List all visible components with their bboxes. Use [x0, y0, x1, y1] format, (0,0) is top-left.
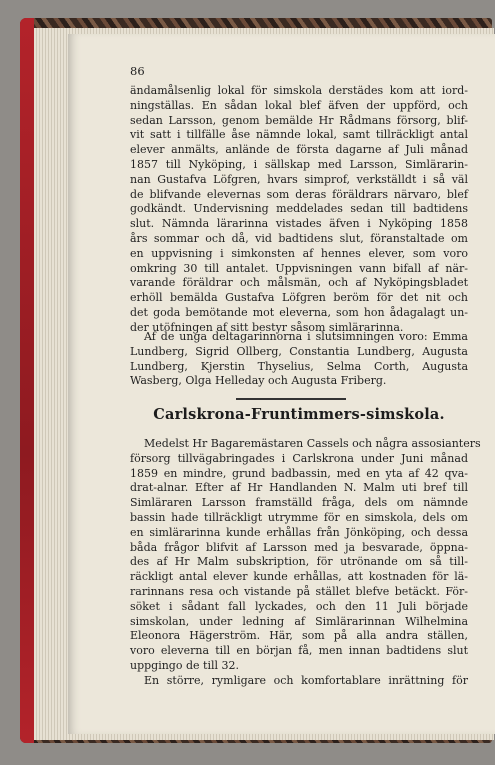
- text-line: en uppvisning i simkonsten af hennes elever, som voro: [130, 246, 468, 260]
- text-line: räckligt antal elever kunde erhållas, att kostnaden för lä-: [130, 570, 468, 584]
- text-line: ningställas. En sådan lokal blef äfven der uppförd, och: [130, 98, 468, 112]
- text-line: des af Hr Malm subskription, för utrönande om så till-: [130, 555, 468, 569]
- book-spine-edge: [20, 18, 34, 743]
- text-line: omkring 30 till antalet. Uppvisningen vann bifall af när-: [130, 261, 468, 275]
- text-line: 1857 till Nyköping, i sällskap med Larsson, Simlärarin-: [130, 157, 468, 171]
- text-line: drat-alnar. Efter af Hr Handlanden N. Malm uti bref till: [130, 481, 468, 495]
- text-line: års sommar och då, vid badtidens slut, föranstaltade om: [130, 231, 468, 245]
- text-line: söket i sådant fall lyckades, och den 11 Juli började: [130, 599, 468, 613]
- text-line: rarinnans resa och vistande på stället blefve betäckt. För-: [130, 584, 468, 598]
- text-line: erhöll bemälda Gustafva Löfgren beröm för det nit och: [130, 291, 468, 305]
- text-line: Af de unga deltagarinnorna i slutsimningen voro: Emma: [144, 330, 468, 343]
- text-line: slut. Nämnda lärarinna vistades äfven i Nyköping 1858: [130, 217, 468, 231]
- text-line: Eleonora Hägerström. Här, som på alla andra ställen,: [130, 629, 468, 643]
- text-line: Medelst Hr Bagaremästaren Cassels och några assosianters: [144, 437, 481, 450]
- section-title: Carlskrona-Fruntimmers-simskola.: [153, 406, 445, 423]
- text-line: En större, rymligare och komfortablare inrättning för: [144, 674, 468, 687]
- text-line: båda frågor blifvit af Larsson med ja besvarade, öppna-: [130, 540, 468, 554]
- text-line: uppgingo de till 32.: [130, 658, 239, 672]
- text-line: sedan Larsson, genom bemälde Hr Rådmans försorg, blif-: [130, 113, 468, 127]
- text-line: der utöfningen af sitt bestyr såsom simlärarinna.: [130, 320, 404, 334]
- text-line: det goda bemötande mot eleverna, som hon ådagalagt un-: [130, 305, 468, 319]
- text-line: nan Gustafva Löfgren, hvars simprof, verkställdt i så väl: [130, 172, 468, 186]
- text-line: Lundberg, Kjerstin Thyselius, Selma Corth, Augusta: [130, 359, 468, 373]
- text-line: bassin hade tillräckligt utrymme för en simskola, dels om: [130, 510, 468, 524]
- paragraph-4: [130, 674, 468, 689]
- text-line: en simlärarinna kunde erhållas från Jönköping, och dessa: [130, 525, 468, 539]
- text-line: godkändt. Undervisning meddelades sedan till badtidens: [130, 202, 468, 216]
- section-rule: [236, 398, 346, 400]
- page-number: 86: [130, 64, 145, 78]
- text-line: elever anmälts, anlände de första dagarne af Juli månad: [130, 143, 468, 157]
- text-line: ändamålsenlig lokal för simskola derstädes kom att iord-: [130, 84, 468, 97]
- text-line: voro eleverna till en början få, men innan badtidens slut: [130, 644, 468, 658]
- text-line: simskolan, under ledning af Simlärarinnan Wilhelmina: [130, 614, 468, 628]
- paragraph-2: [130, 330, 468, 389]
- text-line: de blifvande elevernas som deras föräldrars närvaro, blef: [130, 187, 468, 201]
- text-line: vit satt i tillfälle åse nämnde lokal, samt tillräckligt antal: [130, 128, 468, 142]
- paragraph-1: [130, 84, 468, 336]
- text-line: försorg tillvägabringades i Carlskrona under Juni månad: [130, 451, 468, 465]
- text-line: Lundberg, Sigrid Ollberg, Constantia Lundberg, Augusta: [130, 344, 468, 358]
- text-line: Simläraren Larsson framställd fråga, dels om nämnde: [130, 496, 468, 510]
- paragraph-3: [130, 437, 481, 674]
- text-line: Wasberg, Olga Helleday och Augusta Friberg.: [130, 374, 387, 388]
- text-line: varande föräldrar och målsmän, och af Nyköpingsbladet: [130, 276, 468, 290]
- text-line: 1859 en mindre, grund badbassin, med en yta af 42 qva-: [130, 466, 468, 480]
